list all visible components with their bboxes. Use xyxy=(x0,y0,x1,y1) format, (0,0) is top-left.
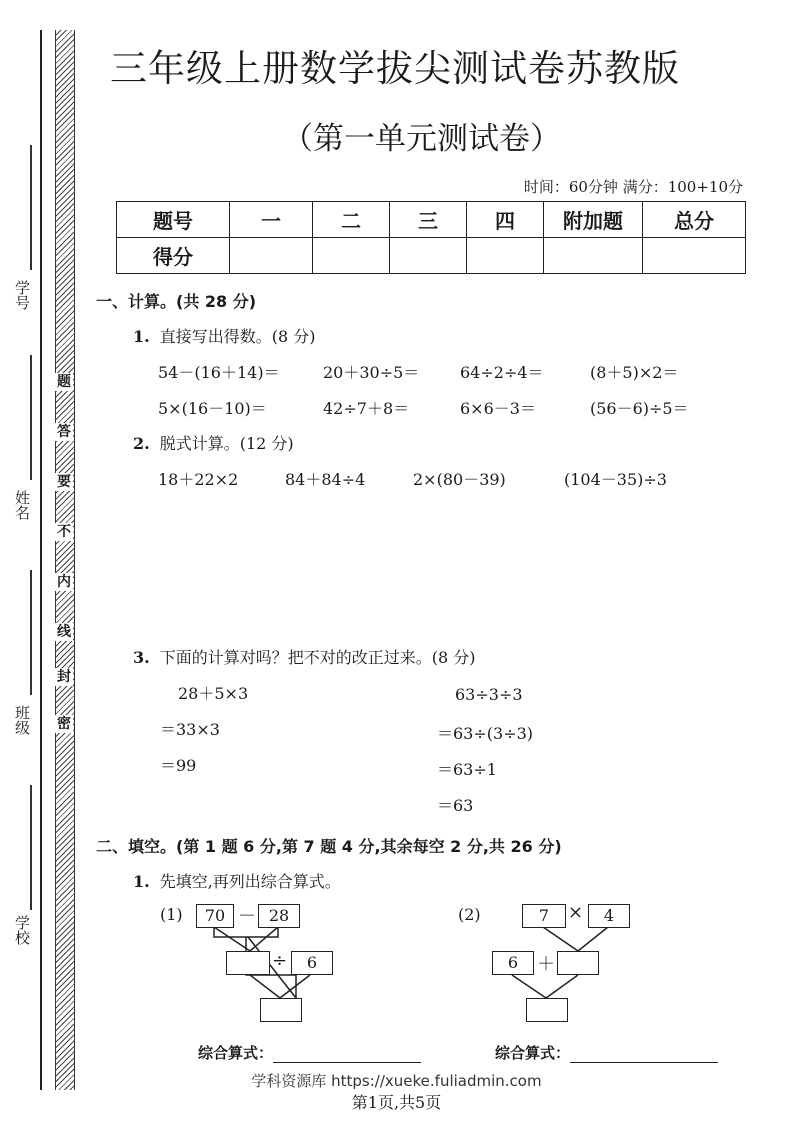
flow-box-value: 70 xyxy=(196,904,234,928)
combined-expression-label: 综合算式： xyxy=(495,1044,571,1062)
combined-expression-label: 综合算式： xyxy=(198,1044,274,1062)
math-item: 2×(80－39) xyxy=(413,470,506,489)
combined-expression-1 xyxy=(198,1042,421,1063)
school-label: 学校 xyxy=(13,915,31,945)
flow-box-blank[interactable] xyxy=(226,951,270,975)
page-subtitle: （第一单元测试卷） xyxy=(282,121,561,157)
section-2-title: 二、填空。(第 1 题 6 分,第 7 题 4 分,其余每空 2 分,共 26 分) xyxy=(96,837,562,856)
score-header-cell: 四 xyxy=(467,202,544,238)
flow-box-value: 6 xyxy=(492,951,534,975)
math-item: 63÷3÷3 xyxy=(455,685,523,704)
score-header-cell: 题号 xyxy=(117,202,230,238)
part-label: (2) xyxy=(458,905,481,924)
combined-expression-2 xyxy=(495,1042,718,1063)
question-text: 直接写出得数。(8 分) xyxy=(159,327,316,346)
time-info: 时间：60分钟 满分：100+10分 xyxy=(523,178,743,196)
warning-char: 封 xyxy=(57,669,71,685)
flow-box-value: 6 xyxy=(291,951,333,975)
question-number: 2. xyxy=(133,434,150,453)
math-item: (104－35)÷3 xyxy=(564,470,667,489)
flow-box-result-blank[interactable] xyxy=(260,998,302,1022)
math-item: 84＋84÷4 xyxy=(285,470,366,489)
flow-box-blank[interactable] xyxy=(557,951,599,975)
warning-char: 内 xyxy=(57,574,71,590)
score-header-cell: 三 xyxy=(390,202,467,238)
math-item: 6×6－3＝ xyxy=(460,399,536,418)
math-item: ＝63÷1 xyxy=(437,760,497,779)
math-item: 42÷7＋8＝ xyxy=(323,399,410,418)
math-item: (56－6)÷5＝ xyxy=(590,399,689,418)
part-label: (1) xyxy=(160,905,183,924)
question-number: 3. xyxy=(133,648,150,667)
score-row-label: 得分 xyxy=(117,238,230,274)
score-header-cell: 附加题 xyxy=(544,202,643,238)
math-item: ＝63÷(3÷3) xyxy=(437,724,534,743)
warning-char: 答 xyxy=(57,424,71,440)
question-number: 1. xyxy=(133,327,150,346)
math-item: ＝63 xyxy=(437,796,474,815)
operator-plus: ＋ xyxy=(537,954,555,975)
section-1-title: 一、计算。(共 28 分) xyxy=(96,292,257,311)
page-title: 三年级上册数学拔尖测试卷苏教版 xyxy=(110,47,680,90)
class-label: 班级 xyxy=(13,705,31,735)
operator-multiply: × xyxy=(568,902,584,923)
name-label: 姓名 xyxy=(13,490,31,520)
math-item: 54－(16＋14)＝ xyxy=(158,363,280,382)
question-text: 先填空,再列出综合算式。 xyxy=(159,872,341,891)
score-header-cell: 一 xyxy=(230,202,313,238)
question-number: 1. xyxy=(133,872,150,891)
warning-char: 要 xyxy=(57,474,71,490)
warning-char: 线 xyxy=(57,624,71,640)
operator-minus: － xyxy=(238,906,256,927)
flow-box-value: 7 xyxy=(522,904,566,928)
flow-box-value: 4 xyxy=(588,904,630,928)
operator-divide: ÷ xyxy=(272,950,288,971)
math-item: 5×(16－10)＝ xyxy=(158,399,267,418)
warning-char: 不 xyxy=(57,524,71,540)
footer-source: 学科资源库 https://xueke.fuliadmin.com xyxy=(251,1072,542,1090)
math-item: 20＋30÷5＝ xyxy=(323,363,420,382)
flow-box-value: 28 xyxy=(258,904,300,928)
math-item: 18＋22×2 xyxy=(158,470,239,489)
math-item: ＝33×3 xyxy=(160,720,220,739)
math-item: (8＋5)×2＝ xyxy=(590,363,679,382)
math-item: 64÷2÷4＝ xyxy=(460,363,544,382)
warning-char: 题 xyxy=(57,374,71,390)
answer-blank[interactable] xyxy=(273,1048,421,1063)
flow-box-result-blank[interactable] xyxy=(526,998,568,1022)
footer-page-number: 第1页,共5页 xyxy=(351,1093,442,1112)
warning-char: 密 xyxy=(57,716,71,732)
score-header-cell: 二 xyxy=(313,202,390,238)
student-number-label: 学号 xyxy=(13,280,31,310)
math-item: ＝99 xyxy=(160,756,197,775)
question-text: 脱式计算。(12 分) xyxy=(159,434,294,453)
math-item: 28＋5×3 xyxy=(178,684,249,703)
question-text: 下面的计算对吗？把不对的改正过来。(8 分) xyxy=(159,648,476,667)
score-header-cell: 总分 xyxy=(643,202,746,238)
answer-blank[interactable] xyxy=(570,1048,718,1063)
